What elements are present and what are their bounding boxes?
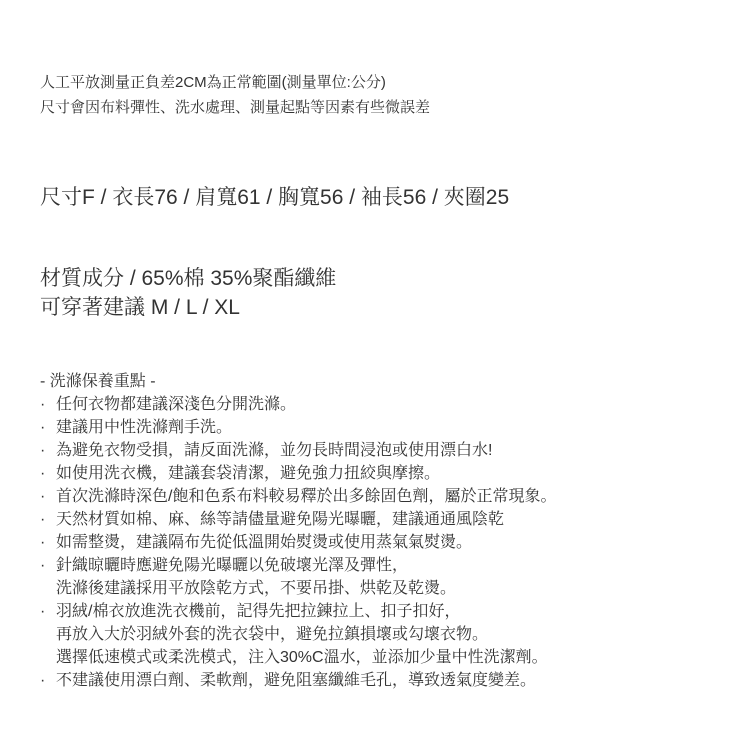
care-line-text: 首次洗滌時深色/飽和色系布料較易釋於出多餘固色劑，屬於正常現象。 <box>56 488 557 505</box>
care-line <box>40 508 556 531</box>
care-line-text: 為避免衣物受損，請反面洗滌，並勿長時間浸泡或使用漂白水! <box>56 442 493 459</box>
care-line <box>40 416 556 439</box>
care-line-text: 再放入大於羽絨外套的洗衣袋中，避免拉鎮損壞或勾壞衣物。 <box>56 626 489 643</box>
care-section <box>40 370 556 692</box>
bullet-dot: · <box>40 557 46 574</box>
care-line-text: 針織晾曬時應避免陽光曝曬以免破壞光澤及彈性， <box>56 557 409 574</box>
care-line-text: 如需整燙，建議隔布先從低溫開始熨燙或使用蒸氣氣熨燙。 <box>56 534 473 551</box>
measurement-note-line2: 尺寸會因布料彈性、洗水處理、測量起點等因素有些微誤差 <box>40 99 431 116</box>
size-spec-line: 尺寸F / 衣長76 / 肩寬61 / 胸寬56 / 袖長56 / 夾圈25 <box>40 186 510 209</box>
measurement-note-line1: 人工平放測量正負差2CM為正常範圍(測量單位:公分) <box>40 74 386 91</box>
care-line <box>40 669 556 692</box>
care-line <box>40 600 556 623</box>
bullet-dot: · <box>40 511 46 528</box>
care-line-text: 選擇低速模式或柔洗模式，注入30%C溫水，並添加少量中性洗潔劑。 <box>56 649 548 666</box>
care-line <box>40 485 556 508</box>
bullet-dot: · <box>40 534 46 551</box>
care-line-text: 任何衣物都建議深淺色分開洗滌。 <box>56 396 297 413</box>
material-info <box>40 264 336 322</box>
bullet-dot: · <box>40 465 46 482</box>
care-line <box>40 439 556 462</box>
care-line <box>40 393 556 416</box>
care-line-text: 天然材質如棉、麻、絲等請儘量避免陽光曝曬，建議通通風陰乾 <box>56 511 505 528</box>
care-line <box>40 531 556 554</box>
bullet-dot: · <box>40 442 46 459</box>
care-line-continuation <box>40 577 556 600</box>
care-line <box>40 462 556 485</box>
material-composition: 材質成分 / 65%棉 35%聚酯纖維 <box>40 267 337 290</box>
bullet-dot: · <box>40 396 46 413</box>
care-section-title: - 洗滌保養重點 - <box>40 373 156 390</box>
bullet-dot: · <box>40 672 46 689</box>
care-line-text: 如使用洗衣機，建議套袋清潔，避免強力扭絞與摩擦。 <box>56 465 441 482</box>
care-line-text: 羽絨/棉衣放進洗衣機前，記得先把拉鍊拉上、扣子扣好， <box>56 603 461 620</box>
care-line-continuation <box>40 646 556 669</box>
care-line-text: 不建議使用漂白劑、柔軟劑，避免阻塞纖維毛孔，導致透氣度變差。 <box>56 672 537 689</box>
care-line-text: 洗滌後建議採用平放陰乾方式，不要吊掛、烘乾及乾燙。 <box>56 580 457 597</box>
care-line-continuation <box>40 623 556 646</box>
measurement-notes <box>40 70 430 120</box>
care-line-text: 建議用中性洗滌劑手洗。 <box>56 419 233 436</box>
wear-suggestion: 可穿著建議 M / L / XL <box>40 296 240 319</box>
bullet-dot: · <box>40 419 46 436</box>
care-line <box>40 554 556 577</box>
bullet-dot: · <box>40 603 46 620</box>
bullet-dot: · <box>40 488 46 505</box>
